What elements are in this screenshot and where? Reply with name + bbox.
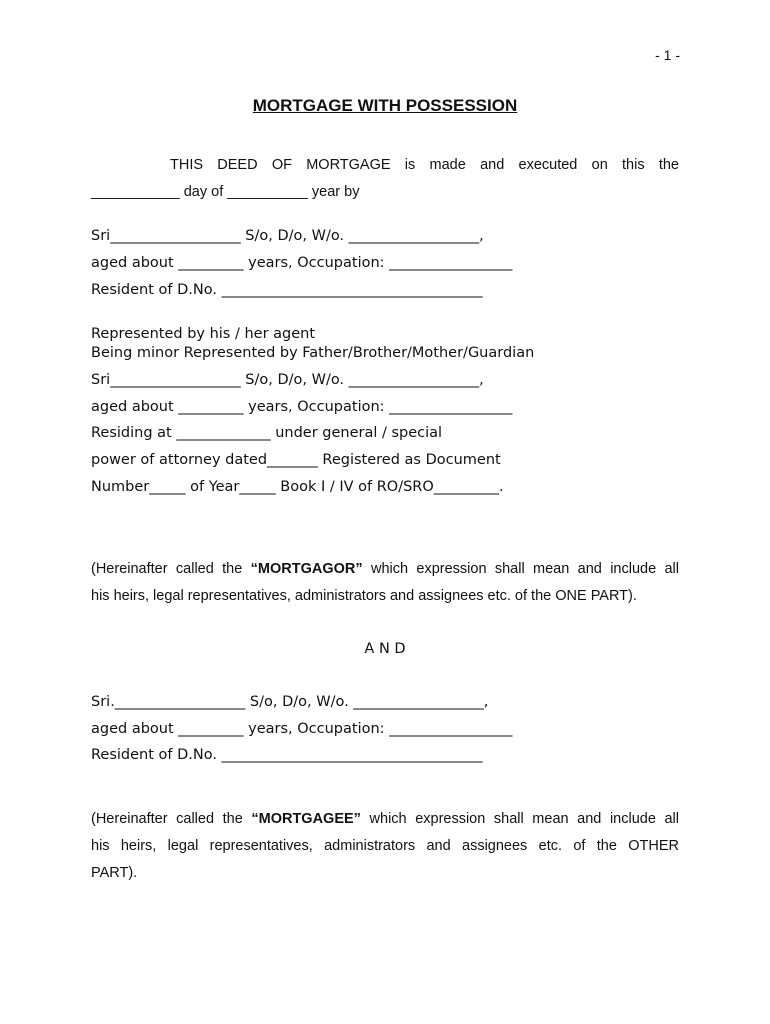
mortgagee-resident-line: Resident of D.No. ____________________________________	[91, 747, 483, 763]
mortgagee-clause-line-1: (Hereinafter called the “MORTGAGEE” which expression shall mean and include all	[91, 811, 679, 827]
mortgagor-age-line: aged about _________ years, Occupation: _________________	[91, 255, 513, 271]
page-title: MORTGAGE WITH POSSESSION	[252, 96, 518, 115]
mortgagor-clause-line-1: (Hereinafter called the “MORTGAGOR” which expression shall mean and include all	[91, 561, 680, 577]
poa-line: power of attorney dated_______ Registered as Document	[91, 452, 501, 468]
mortgagee-clause-line-2: his heirs, legal representatives, administrators and assignees etc. of the OTHER	[91, 838, 679, 854]
intro-line-2: ___________ day of __________ year by	[91, 184, 360, 200]
agent-age-line: aged about _________ years, Occupation: _________________	[91, 399, 513, 415]
mortgagor-name-line: Sri__________________ S/o, D/o, W/o. __________________,	[91, 228, 484, 244]
mortgagor-resident-line: Resident of D.No. ____________________________________	[91, 282, 483, 298]
mortgagee-name-line: Sri.__________________ S/o, D/o, W/o. __________________,	[91, 694, 489, 710]
mortgagor-term: “MORTGAGOR”	[250, 561, 363, 577]
mortgagee-term: “MORTGAGEE”	[251, 811, 361, 827]
agent-name-line: Sri__________________ S/o, D/o, W/o. __________________,	[91, 372, 484, 388]
intro-line-1: THIS DEED OF MORTGAGE is made and executed on this the	[170, 157, 679, 173]
and-separator: A N D	[364, 641, 406, 657]
agent-line-2: Being minor Represented by Father/Brother/Mother/Guardian	[91, 345, 535, 361]
document-number-line: Number_____ of Year_____ Book I / IV of RO/SRO_________.	[91, 479, 504, 495]
residing-line: Residing at _____________ under general / special	[91, 425, 443, 441]
mortgagor-clause-line-2: his heirs, legal representatives, administrators and assignees etc. of the ONE PART).	[91, 588, 637, 604]
mortgagee-clause-line-3: PART).	[91, 865, 138, 881]
mortgagee-age-line: aged about _________ years, Occupation: _________________	[91, 721, 513, 737]
page-number: - 1 -	[655, 47, 680, 63]
agent-line-1: Represented by his / her agent	[91, 326, 316, 342]
